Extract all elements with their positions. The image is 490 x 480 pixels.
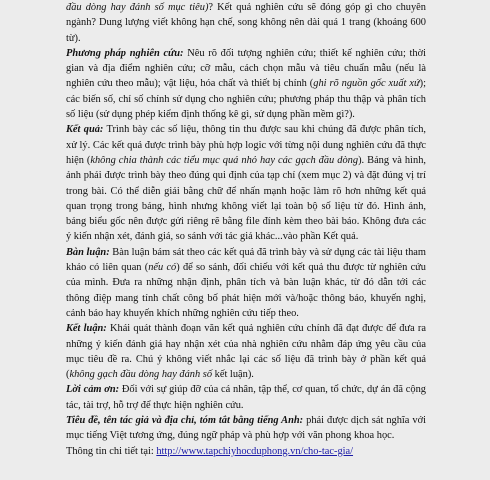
text-italic: ghi rõ nguồn gốc xuất xứ [313, 78, 420, 90]
text: Khái quát thành đoạn văn kết quả nghiên cứu chính đã đạt được để đưa ra những ý kiến đánh giá hay nhận xét của nhà nghiên cứu nhằm đáp ứng yêu cầu của mục tiêu đề ra. Chú ý không viết nhắc lại các số liệu đã trình bày ở phần kết quả ( [66, 323, 426, 381]
paragraph-discussion [66, 245, 426, 321]
document-page [66, 0, 426, 472]
section-heading-acknowledgement: Lời cảm ơn: [66, 384, 120, 396]
section-heading-english-abstract: Tiêu đề, tên tác giả và địa chỉ, tóm tắt bằng tiếng Anh: [66, 415, 304, 427]
text-italic: nếu có [148, 262, 177, 274]
paragraph-english-abstract [66, 413, 426, 444]
section-heading-results: Kết quả: [66, 124, 104, 136]
section-heading-methods: Phương pháp nghiên cứu: [66, 47, 184, 59]
text: ? Kết quả nghiên cứu sẽ đóng góp gì cho chuyên ngành? Dung lượng viết không hạn chế, song không nên dài quá 1 trang (khoảng 600 từ). [66, 2, 426, 44]
paragraph-results [66, 122, 426, 244]
text: Trình bày các số liệu, thông tin thu được sau khi chúng đã được phân tích, xử lý. Các kết quả được trình bày phù hợp logic với từng nội dung nghiên cứu đã thực hiện ( [66, 124, 426, 166]
text: ); các biến số, chỉ số chính sử dụng cho nghiên cứu; phương pháp thu thập và phân tích số liệu (sử dụng phép kiểm định thống kê gì, sử dụng phần mềm gì?). [66, 78, 426, 121]
section-heading-conclusion: Kết luận: [66, 323, 107, 335]
author-guide-link[interactable]: http://www.tapchiyhocduphong.vn/cho-tac-gia/ [156, 445, 354, 457]
text: ). Bảng và hình, ảnh phải được trình bày theo đúng qui định của tạp chí (xem mục 2) và đặt đúng vị trí trong bài. Có thể diễn giải bằng chữ để nhấn mạnh hoặc làm rõ hơn những kết quả quan trọng trong bảng, hình nhưng không viết lại toàn bộ số liệu từ đó. Hình ảnh, bảng biểu gốc nên được gửi riêng rẽ bằng file đính kèm theo bài báo. Không đưa các ý kiến nhận xét, đánh giá, so sánh với tác giả khác...vào phần Kết quả. [66, 154, 426, 243]
paragraph-acknowledgement [66, 382, 426, 413]
text: ) để so sánh, đối chiếu với kết quả thu được từ nghiên cứu của mình. Đưa ra những nhận định, phân tích và bàn luận khác, từ đó dẫn tới các thông điệp mang tính chất công bố phát hiện mới và/hoặc thông báo, khuyến nghị, cảnh báo hay khuyến khích những nghiên cứu tiếp theo. [66, 262, 427, 319]
paragraph-methods [66, 46, 426, 122]
paragraph-objectives-end [66, 0, 426, 46]
more-info-label: Thông tin chi tiết tại: [66, 445, 157, 457]
section-heading-discussion: Bàn luận: [66, 246, 110, 258]
paragraph-conclusion [66, 321, 426, 382]
text-italic: đầu dòng hay đánh số mục tiêu) [66, 2, 209, 13]
text: Nêu rõ đối tượng nghiên cứu; thiết kế nghiên cứu; thời gian và địa điểm nghiên cứu; cỡ mẫu, cách chọn mẫu và tiêu chuẩn mẫu (nếu là nghiên cứu theo mẫu); vật liệu, hóa chất và thiết bị chính ( [66, 47, 427, 90]
text: Bàn luận bám sát theo các kết quả đã trình bày và sử dụng các tài liệu tham khảo có liên quan ( [66, 246, 426, 274]
text: Đối với sự giúp đỡ của cá nhân, tập thể, cơ quan, tổ chức, dự án đã cộng tác, tài trợ, hỗ trợ để thực hiện nghiên cứu. [66, 384, 426, 411]
paragraph-more-info [66, 444, 426, 459]
text-italic: không gạch đầu dòng hay đánh số [69, 369, 213, 381]
text: phải được dịch sát nghĩa với mục tiếng Việt tương ứng, đúng ngữ pháp và phù hợp với văn phong khoa học. [66, 415, 426, 442]
text: kết luận). [212, 369, 254, 381]
text-italic: không chia thành các tiểu mục quá nhỏ hay các gạch đầu dòng [90, 154, 359, 166]
